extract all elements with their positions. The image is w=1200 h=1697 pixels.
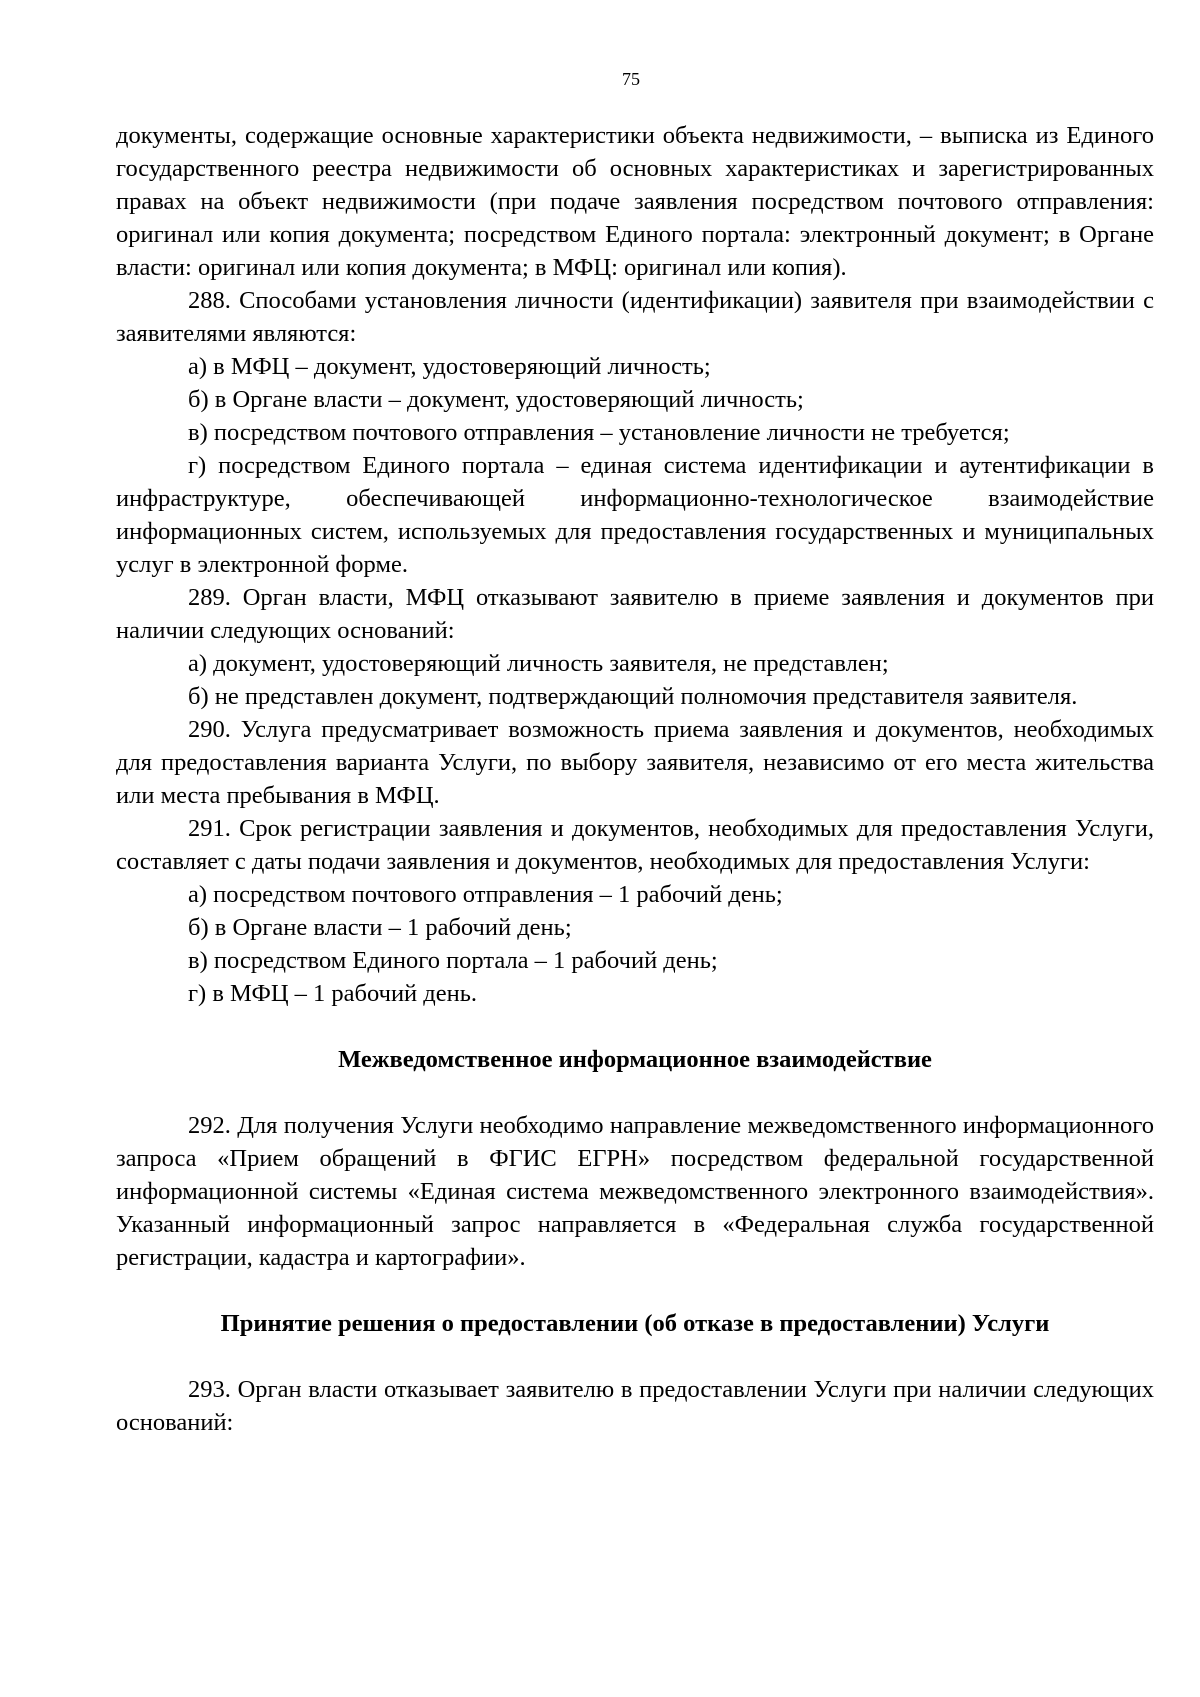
paragraph: г) посредством Единого портала – единая система идентификации и аутентификации в инфраструктуре, обеспечивающей информационно-технологическое взаимодействие информационных систем, используемых для предоставления государственных и муниципальных услуг в электронной форме. xyxy=(116,452,1154,578)
paragraph: в) посредством Единого портала – 1 рабочий день; xyxy=(188,947,718,974)
section-heading: Принятие решения о предоставлении (об отказе в предоставлении) Услуги xyxy=(220,1310,1050,1337)
paragraph: 288. Способами установления личности (идентификации) заявителя при взаимодействии с заявителями являются: xyxy=(116,287,1154,347)
spacer xyxy=(116,1340,1154,1373)
paragraph: г) в МФЦ – 1 рабочий день. xyxy=(188,980,478,1007)
document-body xyxy=(116,119,1154,1439)
paragraph: а) документ, удостоверяющий личность заявителя, не представлен; xyxy=(188,650,889,677)
spacer xyxy=(116,1010,1154,1043)
paragraph: 289. Орган власти, МФЦ отказывают заявителю в приеме заявления и документов при наличии следующих оснований: xyxy=(116,584,1154,644)
paragraph: б) в Органе власти – документ, удостоверяющий личность; xyxy=(188,386,804,413)
section-heading: Межведомственное информационное взаимодействие xyxy=(338,1046,932,1073)
page-number: 75 xyxy=(622,69,640,89)
paragraph: 293. Орган власти отказывает заявителю в предоставлении Услуги при наличии следующих оснований: xyxy=(116,1376,1154,1436)
paragraph: 291. Срок регистрации заявления и документов, необходимых для предоставления Услуги, составляет с даты подачи заявления и документов, необходимых для предоставления Услуги: xyxy=(116,815,1154,875)
paragraph: б) в Органе власти – 1 рабочий день; xyxy=(188,914,572,941)
paragraph: а) посредством почтового отправления – 1 рабочий день; xyxy=(188,881,783,908)
paragraph: 292. Для получения Услуги необходимо направление межведомственного информационного запроса «Прием обращений в ФГИС ЕГРН» посредством федеральной государственной информационной системы «Единая система межведомственного электронного взаимодействия». Указанный информационный запрос направляется в «Федеральная служба государственной регистрации, кадастра и картографии». xyxy=(116,1112,1154,1271)
paragraph: документы, содержащие основные характеристики объекта недвижимости, – выписка из Единого государственного реестра недвижимости об основных характеристиках и зарегистрированных правах на объект недвижимости (при подаче заявления посредством почтового отправления: оригинал или копия документа; посредством Единого портала: электронный документ; в Органе власти: оригинал или копия документа; в МФЦ: оригинал или копия). xyxy=(116,122,1154,281)
paragraph: в) посредством почтового отправления – установление личности не требуется; xyxy=(188,419,1010,446)
paragraph: б) не представлен документ, подтверждающий полномочия представителя заявителя. xyxy=(188,683,1078,710)
paragraph: 290. Услуга предусматривает возможность приема заявления и документов, необходимых для предоставления варианта Услуги, по выбору заявителя, независимо от его места жительства или места пребывания в МФЦ. xyxy=(116,716,1154,809)
spacer xyxy=(116,1076,1154,1109)
spacer xyxy=(116,1274,1154,1307)
paragraph: а) в МФЦ – документ, удостоверяющий личность; xyxy=(188,353,711,380)
